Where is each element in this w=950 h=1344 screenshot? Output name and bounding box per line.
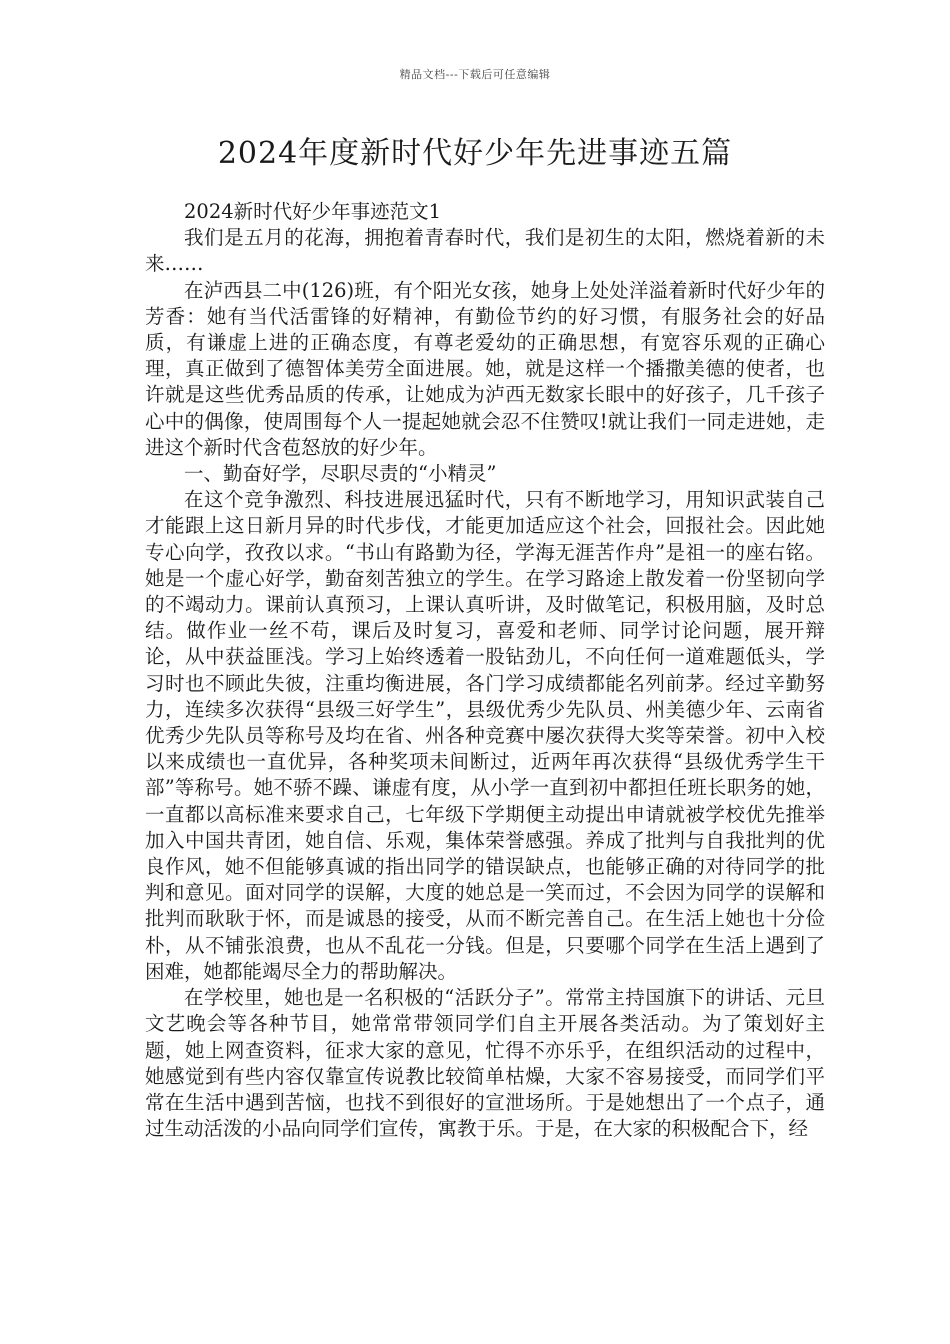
- paragraph: 在泸西县二中(126)班，有个阳光女孩，她身上处处洋溢着新时代好少年的芳香：她有当代活雷锋的好精神，有勤俭节约的好习惯，有服务社会的好品质，有谦虚上进的正确态度，有尊老爱幼的正确思想，有宽容乐观的正确心理，真正做到了德智体美劳全面进展。她，就是这样一个播撒美德的使者，也许就是这些优秀品质的传承，让她成为泸西无数家长眼中的好孩子，几千孩子心中的偶像，使周围每个人一提起她就会忍不住赞叹!就让我们一同走进她，走进这个新时代含苞怒放的好少年。: [145, 278, 825, 459]
- paragraph: 在这个竞争激烈、科技进展迅猛时代，只有不断地学习，用知识武装自己才能跟上这日新月异的时代步伐，才能更加适应这个社会，回报社会。因此她专心向学，孜孜以求。“书山有路勤为径，学海无涯苦作舟”是祖一的座右铭。她是一个虚心好学，勤奋刻苦独立的学生。在学习路途上散发着一份坚韧向学的不竭动力。课前认真预习，上课认真听讲，及时做笔记，积极用脑，及时总结。做作业一丝不苟，课后及时复习，喜爱和老师、同学讨论问题，展开辩论，从中获益匪浅。学习上始终透着一股钻劲儿，不向任何一道难题低头，学习时也不顾此失彼，注重均衡进展，各门学习成绩都能名列前茅。经过辛勤努力，连续多次获得“县级三好学生”，县级优秀少先队员、州美德少年、云南省优秀少先队员等称号及均在省、州各种竞赛中屡次获得大奖等荣誉。初中入校以来成绩也一直优异，各种奖项未间断过，近两年再次获得“县级优秀学生干部”等称号。她不骄不躁、谦虚有度，从小学一直到初中都担任班长职务的她，一直都以高标准来要求自己，七年级下学期便主动提出申请就被学校优先推举加入中国共青团，她自信、乐观，集体荣誉感强。养成了批判与自我批判的优良作风，她不但能够真诚的指出同学的错误缺点，也能够正确的对待同学的批判和意见。面对同学的误解，大度的她总是一笑而过，不会因为同学的误解和批判而耿耿于怀，而是诚恳的接受，从而不断完善自己。在生活上她也十分俭朴，从不铺张浪费，也从不乱花一分钱。但是，只要哪个同学在生活上遇到了困难，她都能竭尽全力的帮助解决。: [145, 488, 825, 983]
- document-title: 2024年度新时代好少年先进事迹五篇: [217, 136, 733, 171]
- paragraph-subheading: 2024新时代好少年事迹范文1: [184, 200, 442, 223]
- paragraph-section-heading: 一、勤奋好学，尽职尽责的“小精灵”: [184, 462, 497, 486]
- header-note: 精品文档---下载后可任意编辑: [399, 68, 551, 81]
- document-body: [145, 199, 825, 1142]
- paragraph: 在学校里，她也是一名积极的“活跃分子”。常常主持国旗下的讲话、元旦文艺晚会等各种节目，她常常带领同学们自主开展各类活动。为了策划好主题，她上网查资料，征求大家的意见，忙得不亦乐乎，在组织活动的过程中，她感觉到有些内容仅靠宣传说教比较简单枯燥，大家不容易接受，而同学们平常在生活中遇到苦恼，也找不到很好的宣泄场所。于是她想出了一个点子，通过生动活泼的小品向同学们宣传，寓教于乐。于是，在大家的积极配合下，经: [145, 986, 825, 1141]
- paragraph: 我们是五月的花海，拥抱着青春时代，我们是初生的太阳，燃烧着新的未来……: [145, 226, 825, 276]
